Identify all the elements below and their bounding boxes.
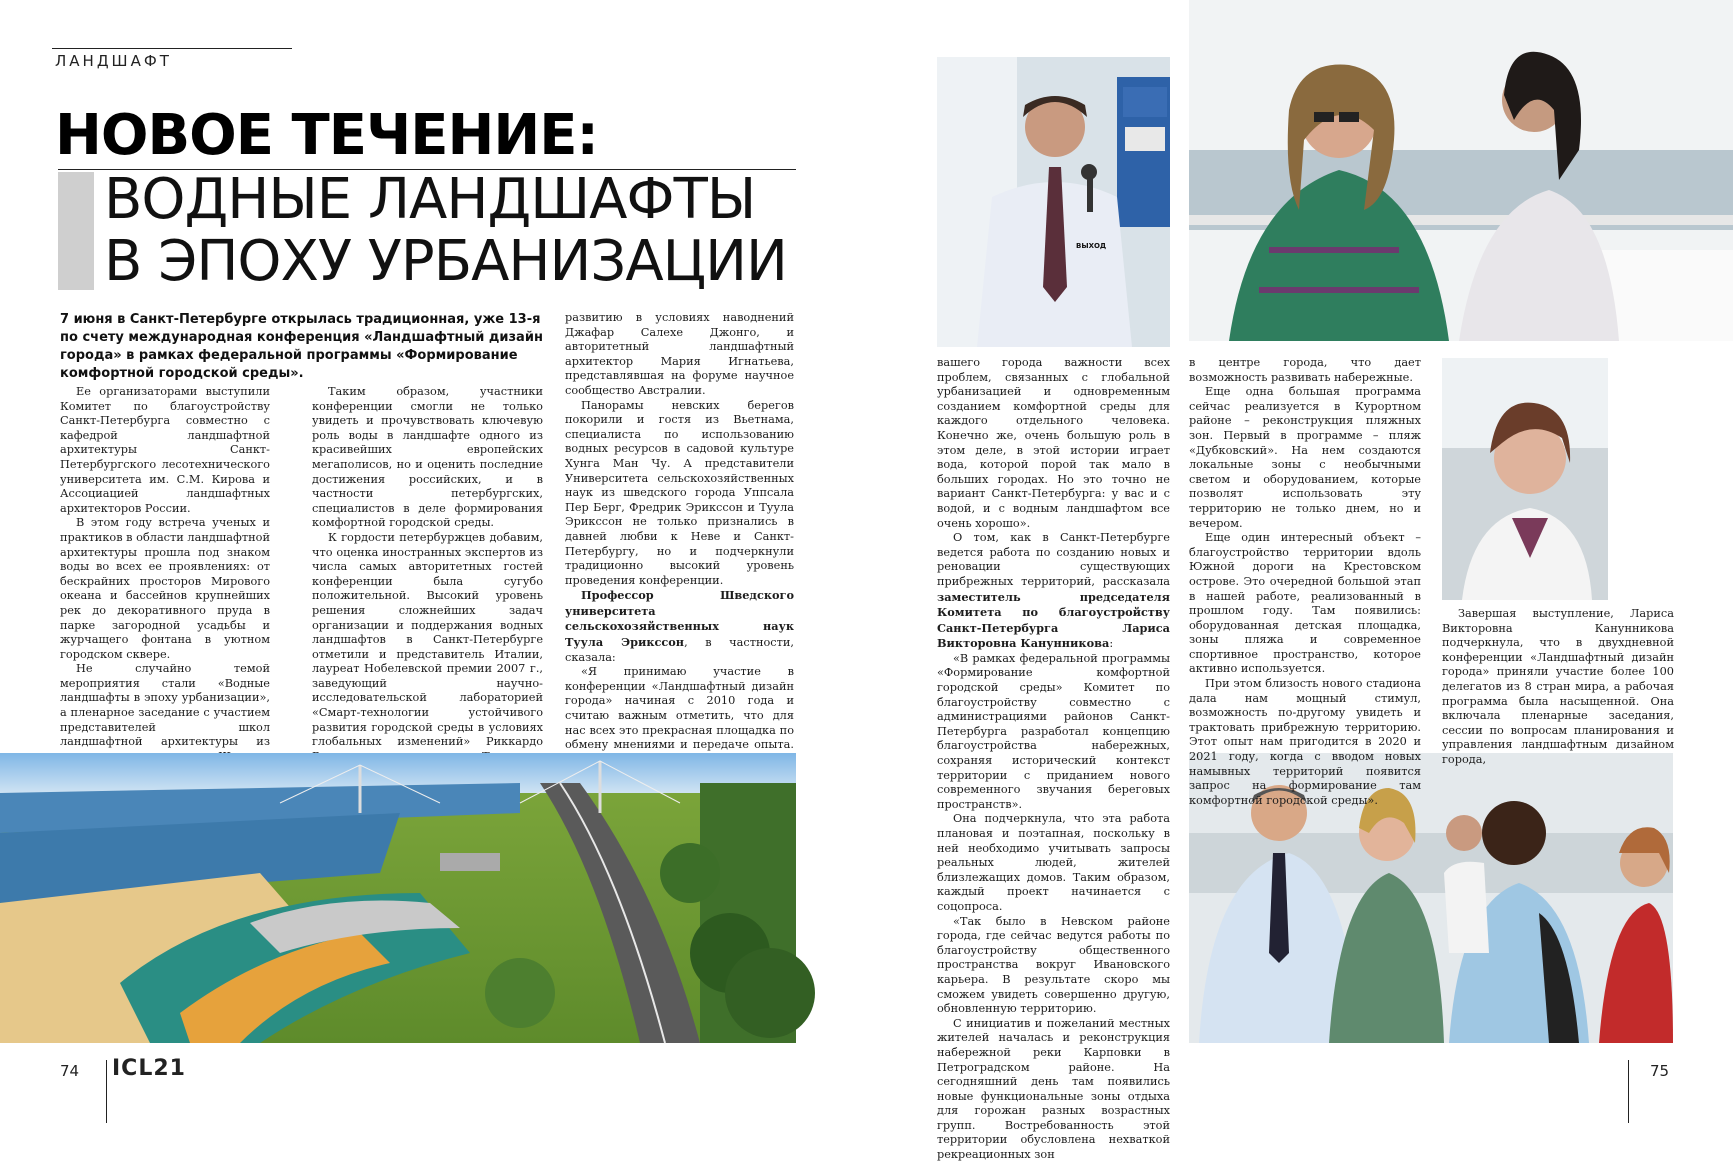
- speaker-photo: [937, 57, 1170, 347]
- paragraph: Еще одна большая программа сейчас реализуется в Курортном районе – реконструкция пляжных зон. Первый в программе – пляж «Дубковский». На нем создаются локальные зоны с необычными светом и оборудованием, которые позволят использовать эту территорию не только днем, но и вечером.: [1189, 385, 1421, 530]
- paragraph: вашего города важности всех проблем, связанных с глобальной урбанизацией и одновременным созданием комфортной среды для каждого отдельного человека. Конечно же, очень большую роль в этом деле, в этой истории играет вода, которой порой так мало в больших городах. Но это точно не вариант Санкт-Петербурга: у вас и с водой, и с водным ландшафтом все очень хорошо».: [937, 356, 1170, 530]
- title-line2: ВОДНЫЕ ЛАНДШАФТЫ: [104, 167, 756, 232]
- text-column-6: [1442, 607, 1674, 766]
- paragraph: Завершая выступление, Лариса Викторовна Канунникова подчеркнула, что в двухдневной конференции «Ландшафтный дизайн города» приняли участие более 100 делегатов из 8 стран мира, а рабочая программа была насыщенной. Она включала пленарные заседания, сессии по вопросам планирования и управления ландшафтным дизайном города,: [1442, 607, 1674, 766]
- title-gray-bar: [58, 172, 94, 290]
- text-span: О том, как в Санкт-Петербурге ведется работа по созданию новых и реновации существующих прибрежных территорий, рассказала: [937, 531, 1170, 588]
- paragraph: в центре города, что дает возможность развивать набережные.: [1189, 356, 1421, 384]
- paragraph: Таким образом, участники конференции смогли не только увидеть и прочувствовать ключевую роль воды в ландшафте одного из красивейших европейских мегаполисов, но и оценить последние достижения российских, и в частности петербургских, специалистов в деле формирования комфортной городской среды.: [312, 385, 543, 530]
- paragraph: С инициатив и пожеланий местных жителей началась и реконструкция набережной реки Карповки в Петроградском районе. На сегодняшний день там появились новые функциональные зоны отдыха для горожан разных возрастных групп. Востребованность этой территории обусловлена нехваткой рекреационных зон: [937, 1016, 1170, 1162]
- paragraph: «В рамках федеральной программы «Формирование комфортной городской среды» Комитет по благоустройству совместно с администрациями районов Санкт-Петербурга разработал концепцию благоустройства набережных, сохраняя исторический контекст территории с приданием нового современного звучания береговых пространств».: [937, 651, 1170, 811]
- paragraph: При этом близость нового стадиона дала нам мощный стимул, возможность по-другому увидеть и трактовать прибрежную территорию. Этот опыт нам пригодится в 2020 и 2021 году, когда с вводом новых намывных территорий появится запрос на формирование там комфортной городской среды».: [1189, 677, 1421, 807]
- portrait-photo: [1442, 358, 1608, 600]
- text-span: , в частности, сказала:: [565, 636, 794, 664]
- magazine-logo: ICL21: [112, 1056, 186, 1081]
- footer-vertical-rule: [106, 1060, 107, 1123]
- page-number-left: 74: [60, 1062, 80, 1080]
- section-label: ЛАНДШАФТ: [55, 52, 172, 70]
- text-column-5: [1189, 356, 1421, 807]
- discussion-photo: [1189, 0, 1733, 341]
- paragraph: В этом году встреча ученых и практиков в области ландшафтной архитектуры прошла под знаком воды во всех ее проявлениях: от бескрайних просторов Мирового океана и бассейнов крупнейших рек до декоративного пруда в парке загородной усадьбы и журчащего фонтана в уютном городском сквере.: [60, 516, 270, 661]
- landscape-photo: [0, 753, 796, 1043]
- text-column-3: [565, 311, 794, 752]
- text-column-1: [60, 385, 270, 749]
- page-number-right: 75: [1650, 1062, 1670, 1080]
- bold-name: заместитель председателя Комитета по благоустройству Санкт-Петербурга Лариса Викторовна Канунникова: [937, 589, 1170, 651]
- paragraph: Она подчеркнула, что эта работа плановая и поэтапная, поскольку в ней необходимо учитывать запросы реальных людей, жителей близлежащих домов. Таким образом, каждый проект начинается с соцопроса.: [937, 812, 1170, 913]
- title-line3: В ЭПОХУ УРБАНИЗАЦИИ: [104, 229, 787, 294]
- paragraph: О том, как в Санкт-Петербурге ведется работа по созданию новых и реновации существующих прибрежных территорий, рассказала заместитель председателя Комитета по благоустройству Санкт-Петербурга Лариса Викторовна Канунникова:: [937, 531, 1170, 651]
- lead-paragraph: 7 июня в Санкт-Петербурге открылась традиционная, уже 13-я по счету международная конференция «Ландшафтный дизайн города» в рамках федеральной программы «Формирование комфортной городской среды».: [60, 312, 543, 381]
- paragraph: К гордости петербуржцев добавим, что оценка иностранных экспертов из числа самых авторитетных гостей конференции была сугубо положительной. Высокий уровень решения сложнейших задач организации и поддержания водных ландшафтов в Санкт-Петербурге отметили и представитель Италии, лауреат Нобелевской премии 2007 г., заведующий научно-исследовательской лабораторией «Смарт-технологии устойчивого развития городской среды в условиях глобальных изменений» Риккардо: [312, 530, 543, 749]
- section-rule: [52, 48, 292, 49]
- bold-name: Профессор Шведского университета сельскохозяйственных наук Туула Эрикссон: [565, 588, 794, 650]
- paragraph: развитию в условиях наводнений Джафар Салехе Джонго, и авторитетный ландшафтный архитектор Мария Игнатьева, представлявшая на форуме научное сообщество Австралии.: [565, 311, 794, 397]
- paragraph: Панорамы невских берегов покорили и гостя из Вьетнама, специалиста по использованию водных ресурсов в садовой культуре Хунга Ман Чу. А представители Университета сельскохозяйственных наук из шведского города Уппсала Пер Берг, Фредрик Эрикссон и Туула Эрикссон не только признались в давней любви к Неве и Санкт-Петербургу, но и подчеркнули традиционно высокий уровень проведения конференции.: [565, 398, 794, 587]
- text-column-4: [937, 356, 1170, 1162]
- paragraph: «Так было в Невском районе города, где сейчас ведутся работы по благоустройству общественного пространства вокруг Ивановского карьера. В результате скоро мы сможем увидеть совершенно другую, обновленную территорию.: [937, 914, 1170, 1016]
- paragraph: «Я принимаю участие в конференции «Ландшафтный дизайн города» начиная с 2010 года и считаю важным отметить, что для нас всех это прекрасная площадка по обмену мнениями и передаче опыта.: [565, 665, 794, 752]
- exit-sign-text: ВЫХОД: [1076, 242, 1107, 250]
- title-line1: НОВОЕ ТЕЧЕНИЕ:: [55, 103, 598, 168]
- exit-sign: [1076, 233, 1107, 250]
- text-column-2: [312, 385, 543, 749]
- paragraph: Ее организаторами выступили Комитет по благоустройству Санкт-Петербурга совместно с кафедрой ландшафтной архитектуры Санкт-Петербургского лесотехнического университета им. С.М. Кирова и Ассоциацией ландшафтных архитекторов России.: [60, 385, 270, 515]
- paragraph: Еще один интересный объект – благоустройство территории вдоль Южной дороги на Крестовском острове. Это очередной большой этап в нашей работе, реализованный в прошлом году. Там появились: оборудованная детская площадка, зоны пляжа и современное спортивное пространство, которое активно используется.: [1189, 531, 1421, 676]
- footer-vertical-rule-right: [1628, 1060, 1629, 1123]
- paragraph: [565, 588, 794, 665]
- paragraph: Не случайно темой мероприятия стали «Водные ландшафты в эпоху урбанизации», а пленарное заседание с участием представителей школ ландшафтной архитектуры из: [60, 662, 270, 749]
